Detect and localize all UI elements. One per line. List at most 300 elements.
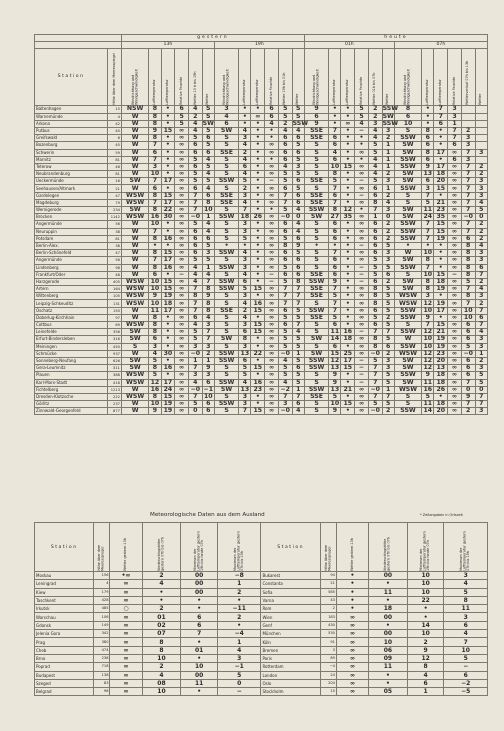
station-value: 4 xyxy=(355,120,369,127)
foreign-col-header: Minimum der Lufttemperatur gestern 19h bis heute 07h xyxy=(407,523,444,572)
station-value: 7 xyxy=(188,199,202,206)
station-value: • xyxy=(341,250,355,257)
station-value: 4 xyxy=(239,199,251,206)
station-value: S xyxy=(214,329,238,336)
station-value: W xyxy=(121,242,148,249)
foreign-value: ∞ xyxy=(336,688,368,696)
station-value: • xyxy=(161,357,175,364)
station-value: 2 xyxy=(382,171,394,178)
station-value: ∞ xyxy=(355,199,369,206)
station-value: 7 xyxy=(202,336,214,343)
station-value: ∞ xyxy=(251,113,265,120)
foreign-value: 179 xyxy=(94,588,110,596)
station-value: SSW xyxy=(394,156,421,163)
station-value: 2 xyxy=(461,408,475,415)
station-value: 7 xyxy=(278,393,292,400)
station-name: Leipzig-Schkeuditz xyxy=(35,300,108,307)
station-value: • xyxy=(394,242,421,249)
foreign-station-name: Poprad xyxy=(35,663,94,671)
station-value: ∞ xyxy=(355,293,369,300)
foreign-value: 98 xyxy=(94,688,110,696)
station-value: SSW xyxy=(304,365,328,372)
station-value: 4 xyxy=(188,322,202,329)
station-value: 10 xyxy=(461,307,475,314)
station-value: 10 xyxy=(150,220,160,228)
station-value: 8 xyxy=(368,286,382,293)
foreign-value: 10 xyxy=(407,580,444,588)
station-value: 9 xyxy=(292,242,304,249)
station-value: SSW xyxy=(394,135,421,142)
station-value: 7 xyxy=(329,250,341,257)
station-value: ∞ xyxy=(355,408,369,415)
station-value: 1 xyxy=(382,156,394,163)
station-value: S xyxy=(214,163,238,170)
station-value: 7 xyxy=(239,207,251,214)
station-value: 3 xyxy=(382,207,394,214)
foreign-row xyxy=(35,654,488,662)
station-name: Putbus xyxy=(35,127,108,134)
station-value: SSW xyxy=(394,185,421,192)
station-value: 9 xyxy=(304,120,328,127)
station-value: ∞ xyxy=(175,365,189,372)
foreign-value: ∞ xyxy=(110,671,142,679)
station-value: 8 xyxy=(461,242,475,249)
station-value: SW xyxy=(382,112,394,120)
station-value: 5 xyxy=(368,142,382,149)
foreign-value: ∞ xyxy=(110,580,142,588)
station-value: S xyxy=(304,257,328,264)
station-value: 7 xyxy=(434,106,448,113)
station-value: ∞ xyxy=(448,314,462,321)
foreign-value: • xyxy=(368,679,407,687)
station-value: S xyxy=(214,365,238,372)
station-value: − xyxy=(355,329,369,336)
station-value: 2 xyxy=(239,307,251,314)
station-value: 9 xyxy=(329,408,341,415)
station-value: 5 xyxy=(355,106,369,113)
station-value: 1 xyxy=(448,120,462,127)
foreign-value: • xyxy=(336,596,368,604)
station-value: 6 xyxy=(461,329,475,336)
foreign-row xyxy=(35,638,488,646)
station-value: 6 xyxy=(278,228,292,235)
station-name: Erfurt-Bindersleben xyxy=(35,336,108,343)
station-value: ∞ xyxy=(175,221,189,228)
station-value: • xyxy=(341,113,355,120)
foreign-value: ∞ xyxy=(336,646,368,654)
station-row xyxy=(35,214,488,221)
station-row xyxy=(35,372,488,379)
station-value: 5 xyxy=(475,372,487,379)
station-value: 26 xyxy=(434,386,448,393)
station-row xyxy=(35,178,488,185)
foreign-value: 10 xyxy=(407,588,444,596)
station-value: 7 xyxy=(461,178,475,185)
station-value: • xyxy=(341,278,355,285)
station-value: • xyxy=(251,156,265,163)
station-value: 2 xyxy=(382,314,394,321)
foreign-station-header: Station xyxy=(35,523,94,572)
foreign-col-header: Minimum der Lufttemperatur gestern 19h bis heute 07h xyxy=(181,523,218,572)
station-value: − xyxy=(265,178,279,185)
station-value: ∞ xyxy=(448,192,462,199)
station-value: ∞ xyxy=(448,214,462,221)
station-value: 8 xyxy=(149,135,161,142)
station-value: ∞ xyxy=(355,171,369,178)
station-value: ∞ xyxy=(355,221,369,228)
station-value: 6 xyxy=(368,322,382,329)
station-value: 8 xyxy=(149,329,161,336)
foreign-col-header: Niederschlagshöhe gestern 07h bis 07h xyxy=(368,523,407,572)
station-value: 6 xyxy=(461,235,475,242)
foreign-value: 43 xyxy=(320,596,336,604)
station-value: • xyxy=(434,250,448,257)
station-row xyxy=(35,250,488,257)
station-value: SW xyxy=(121,329,148,336)
station-value: SW xyxy=(214,127,238,134)
station-name: Berlin-Schönefeld xyxy=(35,250,108,257)
foreign-value: 1 xyxy=(407,688,444,696)
station-value: 21 xyxy=(434,329,448,336)
station-value: ∞ xyxy=(448,401,462,408)
station-value: 6 xyxy=(188,163,202,170)
foreign-value: 5 xyxy=(217,671,260,679)
station-value: 2 xyxy=(461,127,475,134)
station-value: 19 xyxy=(161,293,175,300)
station-value: • xyxy=(434,142,448,149)
foreign-value: • xyxy=(142,596,181,604)
station-value: 5 xyxy=(292,307,304,314)
foreign-value: 4 xyxy=(407,671,444,679)
station-value: 5 xyxy=(188,257,202,264)
station-value: 6 xyxy=(329,156,341,163)
station-value: ∞ xyxy=(355,149,369,156)
station-value: ∞ xyxy=(175,185,189,192)
station-value: 5 xyxy=(292,343,304,350)
station-name: Schmücke xyxy=(35,350,108,357)
station-value: 6 xyxy=(368,185,382,192)
station-value: W xyxy=(394,336,421,343)
station-value: 8 xyxy=(278,242,292,249)
station-value: 6 xyxy=(329,264,341,271)
block3-col5-header: Wetter xyxy=(475,49,487,106)
station-name: Berlin-Alex. xyxy=(35,242,108,249)
station-value: 6 xyxy=(292,149,304,156)
station-value: 15 xyxy=(341,163,355,170)
station-name: Brocken xyxy=(35,214,108,221)
foreign-value: 9 xyxy=(407,646,444,654)
foreign-value: 0 xyxy=(217,679,260,687)
station-value: 3 xyxy=(368,120,382,127)
station-value: 3 xyxy=(149,343,161,350)
station-value: 6 xyxy=(461,322,475,329)
station-value: 8 xyxy=(149,120,161,127)
header-gestern: gestern xyxy=(121,35,304,42)
station-value: 7 xyxy=(292,286,304,293)
station-value: 11 xyxy=(423,206,433,214)
station-value: 5 xyxy=(278,207,292,214)
station-value: ∞ xyxy=(175,250,189,257)
foreign-value: 149 xyxy=(94,621,110,629)
station-value: 6 xyxy=(329,257,341,264)
station-value: S xyxy=(304,379,328,386)
station-value: SW xyxy=(121,178,148,185)
station-value: 20 xyxy=(434,408,448,415)
station-value: 4 xyxy=(239,171,251,178)
station-value: S xyxy=(304,372,328,379)
foreign-value: 10 xyxy=(181,663,218,671)
station-value: W xyxy=(121,149,148,156)
station-value: ∞ xyxy=(265,329,279,336)
station-value: 5 xyxy=(368,401,382,408)
station-value: 5 xyxy=(382,293,394,300)
station-value: 8 xyxy=(368,300,382,307)
station-value: ∞ xyxy=(175,408,189,415)
station-value: • xyxy=(341,235,355,242)
foreign-col-header: Niederschlagshöhe gestern 07h bis 07h xyxy=(142,523,181,572)
station-value: 4 xyxy=(292,329,304,336)
station-value: • xyxy=(251,336,265,343)
block0-col4-header: Wetter 13 h bis 19h xyxy=(188,49,202,106)
station-value: • xyxy=(161,185,175,192)
station-value: ∞ xyxy=(448,300,462,307)
station-value: NSW xyxy=(121,106,148,113)
station-value: 3 xyxy=(448,113,462,120)
station-value: 7 xyxy=(292,393,304,400)
station-value: • xyxy=(149,242,161,249)
foreign-value: 11 xyxy=(368,588,407,596)
station-value: ∞ xyxy=(448,207,462,214)
station-value: S xyxy=(214,221,238,228)
station-value: ∞ xyxy=(175,393,189,400)
station-value: 7 xyxy=(382,329,394,336)
foreign-value: 18 xyxy=(368,605,407,613)
station-value: 14 xyxy=(423,407,433,415)
station-value: ∞ xyxy=(355,401,369,408)
station-name: Arkona xyxy=(35,120,108,127)
station-row xyxy=(35,329,488,336)
station-value: 6 xyxy=(278,156,292,163)
station-value: SSW xyxy=(304,207,328,214)
station-value: • xyxy=(214,242,238,249)
station-value: 8 xyxy=(422,149,434,156)
station-value: 10 xyxy=(203,206,213,214)
station-value: ∞ xyxy=(175,401,189,408)
station-value: −0 xyxy=(278,214,292,221)
station-value: 7 xyxy=(461,192,475,199)
foreign-value: 00 xyxy=(368,630,407,638)
station-value: 7 xyxy=(448,135,462,142)
station-value: ∞ xyxy=(355,257,369,264)
station-value: 18 xyxy=(161,300,175,307)
station-value: S xyxy=(214,171,238,178)
station-value: W xyxy=(121,235,148,242)
foreign-station-name: Wien xyxy=(261,613,320,621)
station-value: 4 xyxy=(188,379,202,386)
station-value: 3 xyxy=(382,178,394,185)
station-value: • xyxy=(329,106,341,113)
station-name: Oschatz xyxy=(35,307,108,314)
station-row xyxy=(35,120,488,127)
station-row xyxy=(35,393,488,400)
station-value: 10 xyxy=(330,400,340,408)
block3-col0-header: Windrichtung und Windgeschwindigkeit xyxy=(394,49,421,106)
foreign-value: 5 xyxy=(444,654,488,662)
station-value: • xyxy=(341,257,355,264)
station-value: −0 xyxy=(368,386,382,393)
station-value: 5 xyxy=(475,207,487,214)
station-value: 13 xyxy=(330,364,340,372)
station-value: 6 xyxy=(188,185,202,192)
station-value: ∞ xyxy=(265,401,279,408)
station-value: 5 xyxy=(292,379,304,386)
station-value: 5 xyxy=(278,264,292,271)
station-value: 9 xyxy=(202,365,214,372)
station-value: ∞ xyxy=(265,300,279,307)
station-value: 9 xyxy=(149,127,161,134)
station-value: ∞ xyxy=(175,307,189,314)
foreign-value: 21 xyxy=(320,580,336,588)
station-value: 5 xyxy=(188,221,202,228)
station-value: 23 xyxy=(434,207,448,214)
station-value: 4 xyxy=(368,171,382,178)
block0-col5-header: Wetter xyxy=(202,49,214,106)
block2-col0-header: Windrichtung und Windgeschwindigkeit xyxy=(304,49,328,106)
station-value: ∞ xyxy=(265,163,279,170)
station-value: 4 xyxy=(292,408,304,415)
station-value: 16 xyxy=(161,365,175,372)
station-value: ∞ xyxy=(175,343,189,350)
station-value: SSW xyxy=(394,228,421,235)
station-value: • xyxy=(434,135,448,142)
station-value: • xyxy=(341,322,355,329)
station-value: 4 xyxy=(202,221,214,228)
station-value: 7 xyxy=(202,329,214,336)
station-value: 20 xyxy=(434,357,448,364)
station-value: 3 xyxy=(475,185,487,192)
station-value: 6 xyxy=(329,192,341,199)
station-value: 6 xyxy=(368,307,382,314)
foreign-row xyxy=(35,646,488,654)
foreign-station-name: Belgrad xyxy=(35,688,94,696)
station-value: 8 xyxy=(149,113,161,120)
station-value: 7 xyxy=(278,192,292,199)
station-value: 10 xyxy=(150,170,160,178)
station-value: 5 xyxy=(188,171,202,178)
foreign-value: 8 xyxy=(142,638,181,646)
foreign-station-name: Budapest xyxy=(35,671,94,679)
block1-col1-header: Lufttemperatur xyxy=(239,49,251,106)
station-value: 4 xyxy=(368,135,382,142)
station-row xyxy=(35,307,488,314)
station-value: ∞ xyxy=(265,343,279,350)
station-value: 4 xyxy=(188,278,202,285)
station-value: 1 xyxy=(475,350,487,357)
foreign-station-name: Jelenia Gora xyxy=(35,630,94,638)
foreign-value: 83 xyxy=(94,679,110,687)
foreign-value: 10 xyxy=(142,654,181,662)
station-value: SSW xyxy=(382,105,399,113)
station-value: 5 xyxy=(382,379,394,386)
foreign-value: • xyxy=(217,621,260,629)
station-value: SW xyxy=(304,350,328,357)
station-value: − xyxy=(355,192,369,199)
station-value: 5 xyxy=(278,113,292,120)
station-value: ∞ xyxy=(355,228,369,235)
station-value: 17 xyxy=(161,379,175,386)
station-value: 15 xyxy=(251,307,265,314)
station-value: ∞ xyxy=(448,393,462,400)
station-value: 2 xyxy=(382,192,394,199)
station-value: − xyxy=(265,271,279,278)
station-value: S xyxy=(304,235,328,242)
station-row xyxy=(35,286,488,293)
station-value: 3 xyxy=(422,185,434,192)
station-value: • xyxy=(239,106,251,113)
station-value: 6 xyxy=(239,163,251,170)
station-value: 7 xyxy=(149,199,161,206)
station-value: 7 xyxy=(188,393,202,400)
station-value: S xyxy=(214,156,238,163)
station-value: 8 xyxy=(149,235,161,242)
station-value: 5 xyxy=(368,314,382,321)
station-value: • xyxy=(355,156,369,163)
station-value: • xyxy=(341,264,355,271)
station-value: 7 xyxy=(329,199,341,206)
station-value: 7 xyxy=(188,307,202,314)
station-value: W xyxy=(121,250,148,257)
station-value: • xyxy=(251,257,265,264)
station-value: 9 xyxy=(461,393,475,400)
station-value: 7 xyxy=(329,127,341,134)
station-value: WSW xyxy=(394,293,421,300)
station-value: 22 xyxy=(251,350,265,357)
station-value: −1 xyxy=(203,385,214,393)
station-height: 164 xyxy=(108,286,122,293)
station-value: ∞ xyxy=(265,350,279,357)
foreign-value: −4 xyxy=(217,630,260,638)
station-value: 8 xyxy=(292,278,304,285)
station-value: 10 xyxy=(394,120,421,127)
station-value: 6 xyxy=(329,135,341,142)
station-value: ∞ xyxy=(175,149,189,156)
station-value: S xyxy=(214,372,238,379)
foreign-value: 01 xyxy=(181,646,218,654)
station-value: 2 xyxy=(382,408,394,415)
station-value: 9 xyxy=(329,379,341,386)
station-row xyxy=(35,350,488,357)
station-value: • xyxy=(341,372,355,379)
station-row xyxy=(35,113,488,120)
station-name: Angermünde xyxy=(35,221,108,228)
station-value: 18 xyxy=(434,401,448,408)
station-value: 5 xyxy=(475,379,487,386)
station-height: 79 xyxy=(108,199,122,206)
foreign-value: 4 xyxy=(142,580,181,588)
station-height: 21 xyxy=(108,185,122,192)
station-value: W xyxy=(121,120,148,127)
station-value: ∞ xyxy=(265,257,279,264)
foreign-value: 2 xyxy=(142,572,181,580)
station-value: 23 xyxy=(251,386,265,393)
foreign-station-name: Brno xyxy=(35,654,94,662)
station-value: −0 xyxy=(278,408,292,415)
station-value: W xyxy=(121,185,148,192)
station-height: 48 xyxy=(108,271,122,278)
station-value: WSW xyxy=(121,286,148,293)
station-value: S xyxy=(214,322,238,329)
station-value: S xyxy=(214,300,238,307)
